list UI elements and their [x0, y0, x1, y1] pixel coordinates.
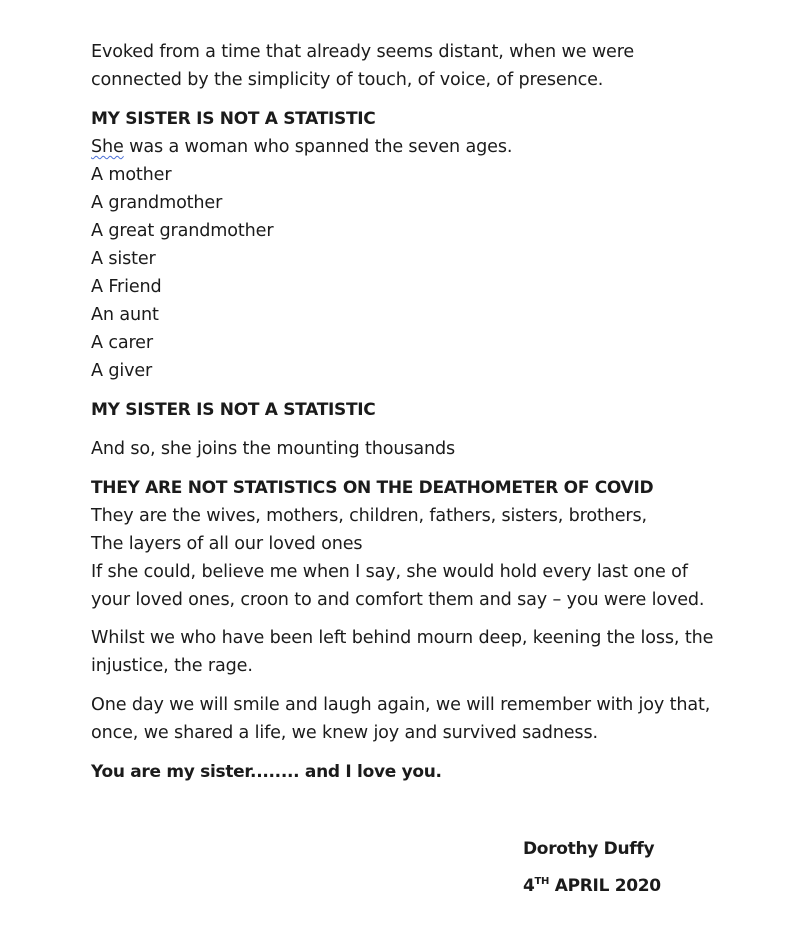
spellcheck-word: She — [91, 137, 124, 157]
role-item: A Friend — [91, 277, 162, 297]
heading-not-statistics: THEY ARE NOT STATISTICS ON THE DEATHOMETER OF COVID — [91, 478, 654, 498]
stanza-3-line: They are the wives, mothers, children, fathers, sisters, brothers, — [91, 506, 647, 526]
stanza-5-line: once, we shared a life, we knew joy and survived sadness. — [91, 723, 598, 743]
line-she-spanned — [91, 136, 512, 158]
role-item: A giver — [91, 361, 153, 381]
line-she-rest: was a woman who spanned the seven ages. — [123, 137, 513, 157]
date-rest: APRIL 2020 — [549, 876, 661, 896]
stanza-3-line: your loved ones, croon to and comfort them and say – you were loved. — [91, 590, 705, 610]
role-item: A mother — [91, 165, 172, 185]
closing-line: You are my sister........ and I love you. — [91, 762, 442, 782]
role-item: A carer — [91, 333, 153, 353]
stanza-3-line: The layers of all our loved ones — [91, 534, 363, 554]
heading-my-sister-1: MY SISTER IS NOT A STATISTIC — [91, 109, 376, 129]
author-signature: Dorothy Duffy — [523, 839, 655, 859]
role-item: A sister — [91, 249, 156, 269]
date-day: 4 — [523, 876, 535, 896]
stanza-4-line: injustice, the rage. — [91, 656, 253, 676]
intro-line-1: Evoked from a time that already seems distant, when we were — [91, 42, 635, 62]
stanza-4-line: Whilst we who have been left behind mourn deep, keening the loss, the — [91, 628, 714, 648]
signature-date — [523, 875, 661, 897]
role-item: An aunt — [91, 305, 159, 325]
stanza-3-line: If she could, believe me when I say, she would hold every last one of — [91, 562, 688, 582]
role-item: A great grandmother — [91, 221, 274, 241]
role-item: A grandmother — [91, 193, 223, 213]
intro-line-2: connected by the simplicity of touch, of voice, of presence. — [91, 70, 604, 90]
heading-my-sister-2: MY SISTER IS NOT A STATISTIC — [91, 400, 376, 420]
line-joins: And so, she joins the mounting thousands — [91, 439, 456, 459]
date-suffix: TH — [534, 876, 550, 887]
stanza-5-line: One day we will smile and laugh again, we will remember with joy that, — [91, 695, 711, 715]
